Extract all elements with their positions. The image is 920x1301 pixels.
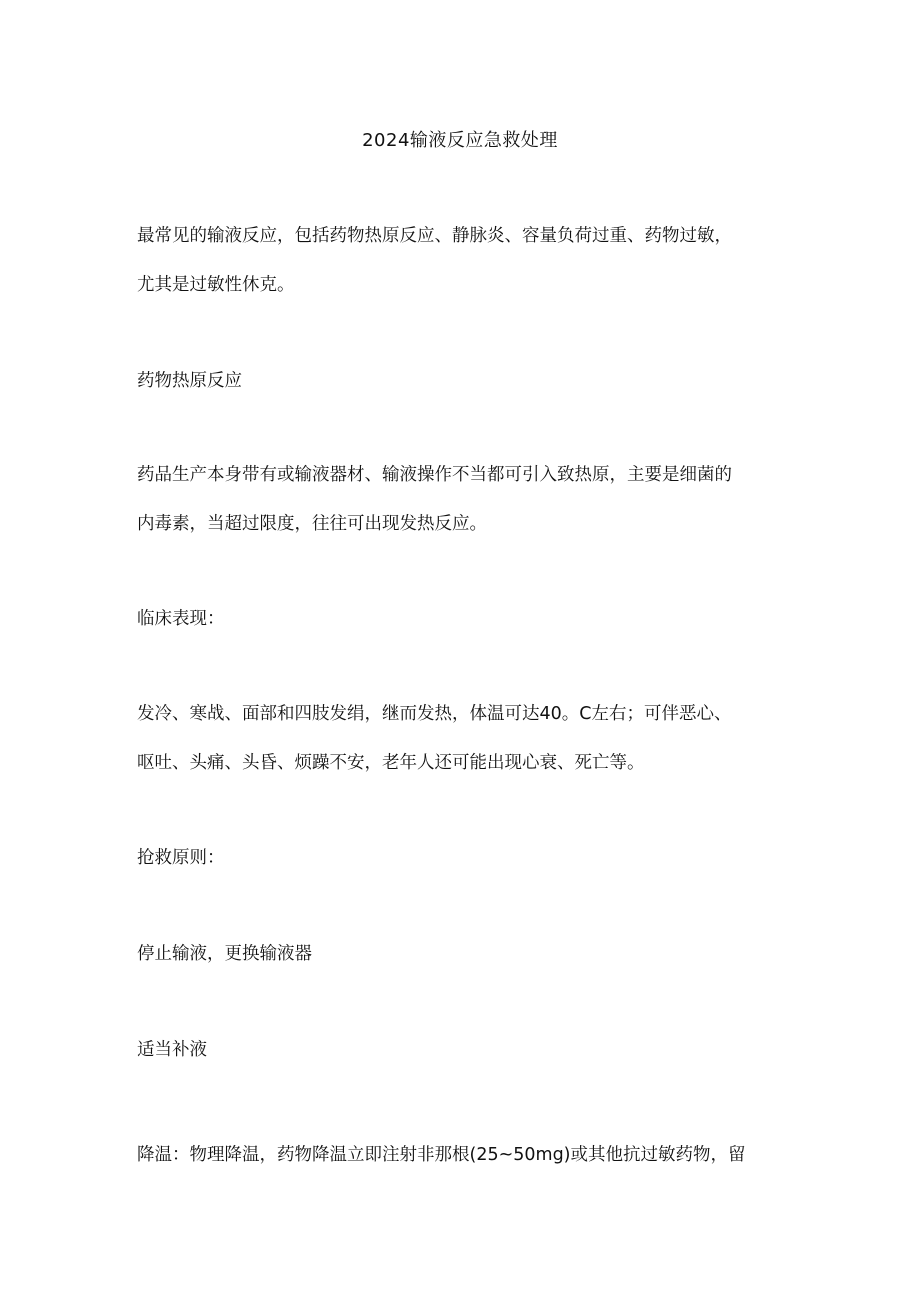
- paragraph-intro-line-1: 最常见的输液反应，包括药物热原反应、静脉炎、容量负荷过重、药物过敏，: [137, 226, 732, 246]
- paragraph-clinical-line-2: 呕吐、头痛、头昏、烦躁不安，老年人还可能出现心衰、死亡等。: [137, 753, 645, 773]
- section-heading-pyrogen-reaction: 药物热原反应: [137, 371, 242, 391]
- principle-fluid-replacement: 适当补液: [137, 1040, 207, 1060]
- section-heading-clinical-manifestations: 临床表现：: [137, 609, 225, 629]
- paragraph-pyrogen-line-1: 药品生产本身带有或输液器材、输液操作不当都可引入致热原，主要是细菌的: [137, 465, 732, 485]
- paragraph-clinical-line-1: 发冷、寒战、面部和四肢发绢，继而发热，体温可达40。C左右；可伴恶心、: [137, 704, 732, 724]
- paragraph-intro-line-2: 尤其是过敏性休克。: [137, 275, 295, 295]
- section-heading-rescue-principles: 抢救原则：: [137, 848, 225, 868]
- document-title: 2024输液反应急救处理: [362, 130, 558, 151]
- principle-stop-infusion: 停止输液，更换输液器: [137, 944, 312, 964]
- paragraph-pyrogen-line-2: 内毒素，当超过限度，往往可出现发热反应。: [137, 514, 487, 534]
- principle-cooling: 降温：物理降温，药物降温立即注射非那根(25~50mg)或其他抗过敏药物，留: [137, 1145, 746, 1165]
